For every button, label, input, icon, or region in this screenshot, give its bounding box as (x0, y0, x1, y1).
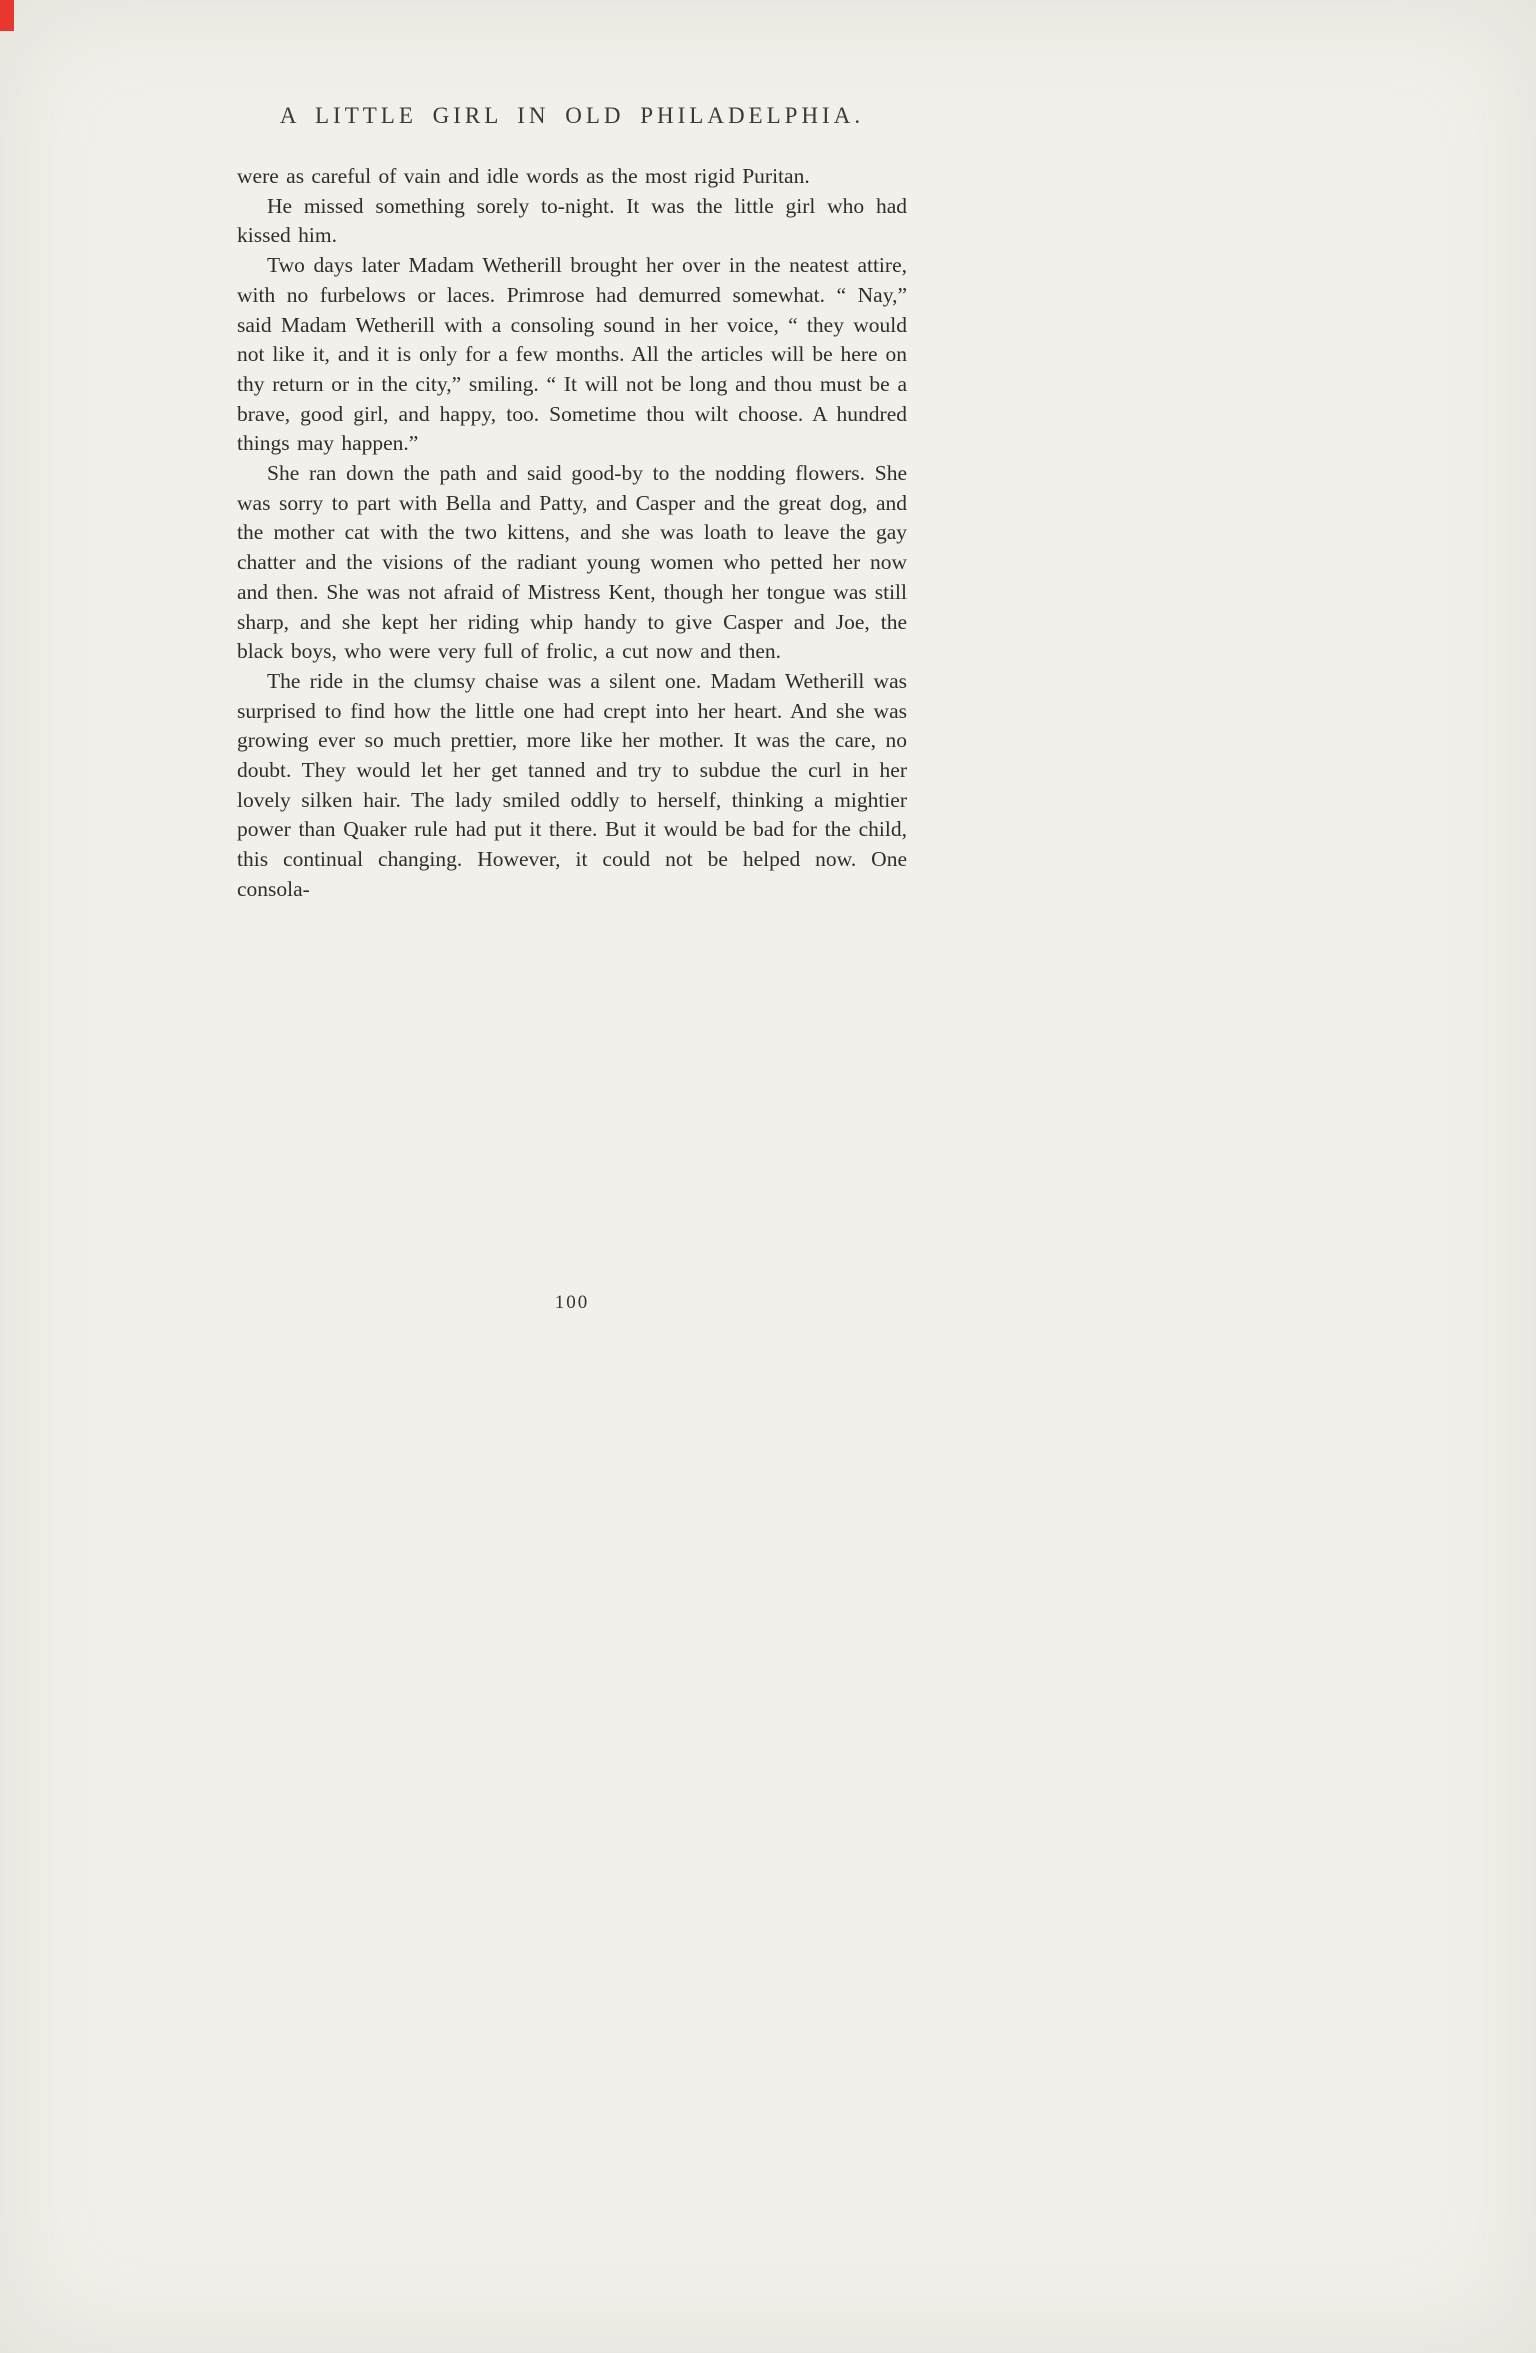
running-head: A LITTLE GIRL IN OLD PHILADELPHIA. (279, 103, 865, 128)
paragraph: were as careful of vain and idle words as the most rigid Puritan. (237, 164, 810, 188)
text-block (237, 162, 907, 905)
paragraph: He missed something sorely to-night. It was the little girl who had kissed him. (237, 193, 907, 248)
scan-edge-artifact (0, 0, 14, 31)
paragraph: She ran down the path and said good-by to the nodding flowers. She was sorry to part with Bella and Patty, and Casper and the great dog, and the mother cat with the two kittens, and she was loath to leave the gay chatter and the visions of the radiant young women who petted her now and then. She was not afraid of Mistress Kent, though her tongue was still sharp, and she kept her riding whip handy to give Casper and Joe, the black boys, who were very full of frolic, a cut now and then. (237, 461, 907, 664)
paragraph: Two days later Madam Wetherill brought her over in the neatest attire, with no furbelows or laces. Primrose had demurred somewhat. “ Nay,” said Madam Wetherill with a consoling sound in her voice, “ they would not like it, and it is only for a few months. All the articles will be here on thy return or in the city,” smiling. “ It will not be long and thou must be a brave, good girl, and happy, too. Sometime thou wilt choose. A hundred things may happen.” (237, 253, 907, 456)
paragraph: The ride in the clumsy chaise was a silent one. Madam Wetherill was surprised to find how the little one had crept into her heart. And she was growing ever so much prettier, more like her mother. It was the care, no doubt. They would let her get tanned and try to subdue the curl in her lovely silken hair. The lady smiled oddly to herself, thinking a mightier power than Quaker rule had put it there. But it would be bad for the child, this continual changing. However, it could not be helped now. One consola- (237, 668, 907, 901)
page-number: 100 (554, 1292, 590, 1313)
